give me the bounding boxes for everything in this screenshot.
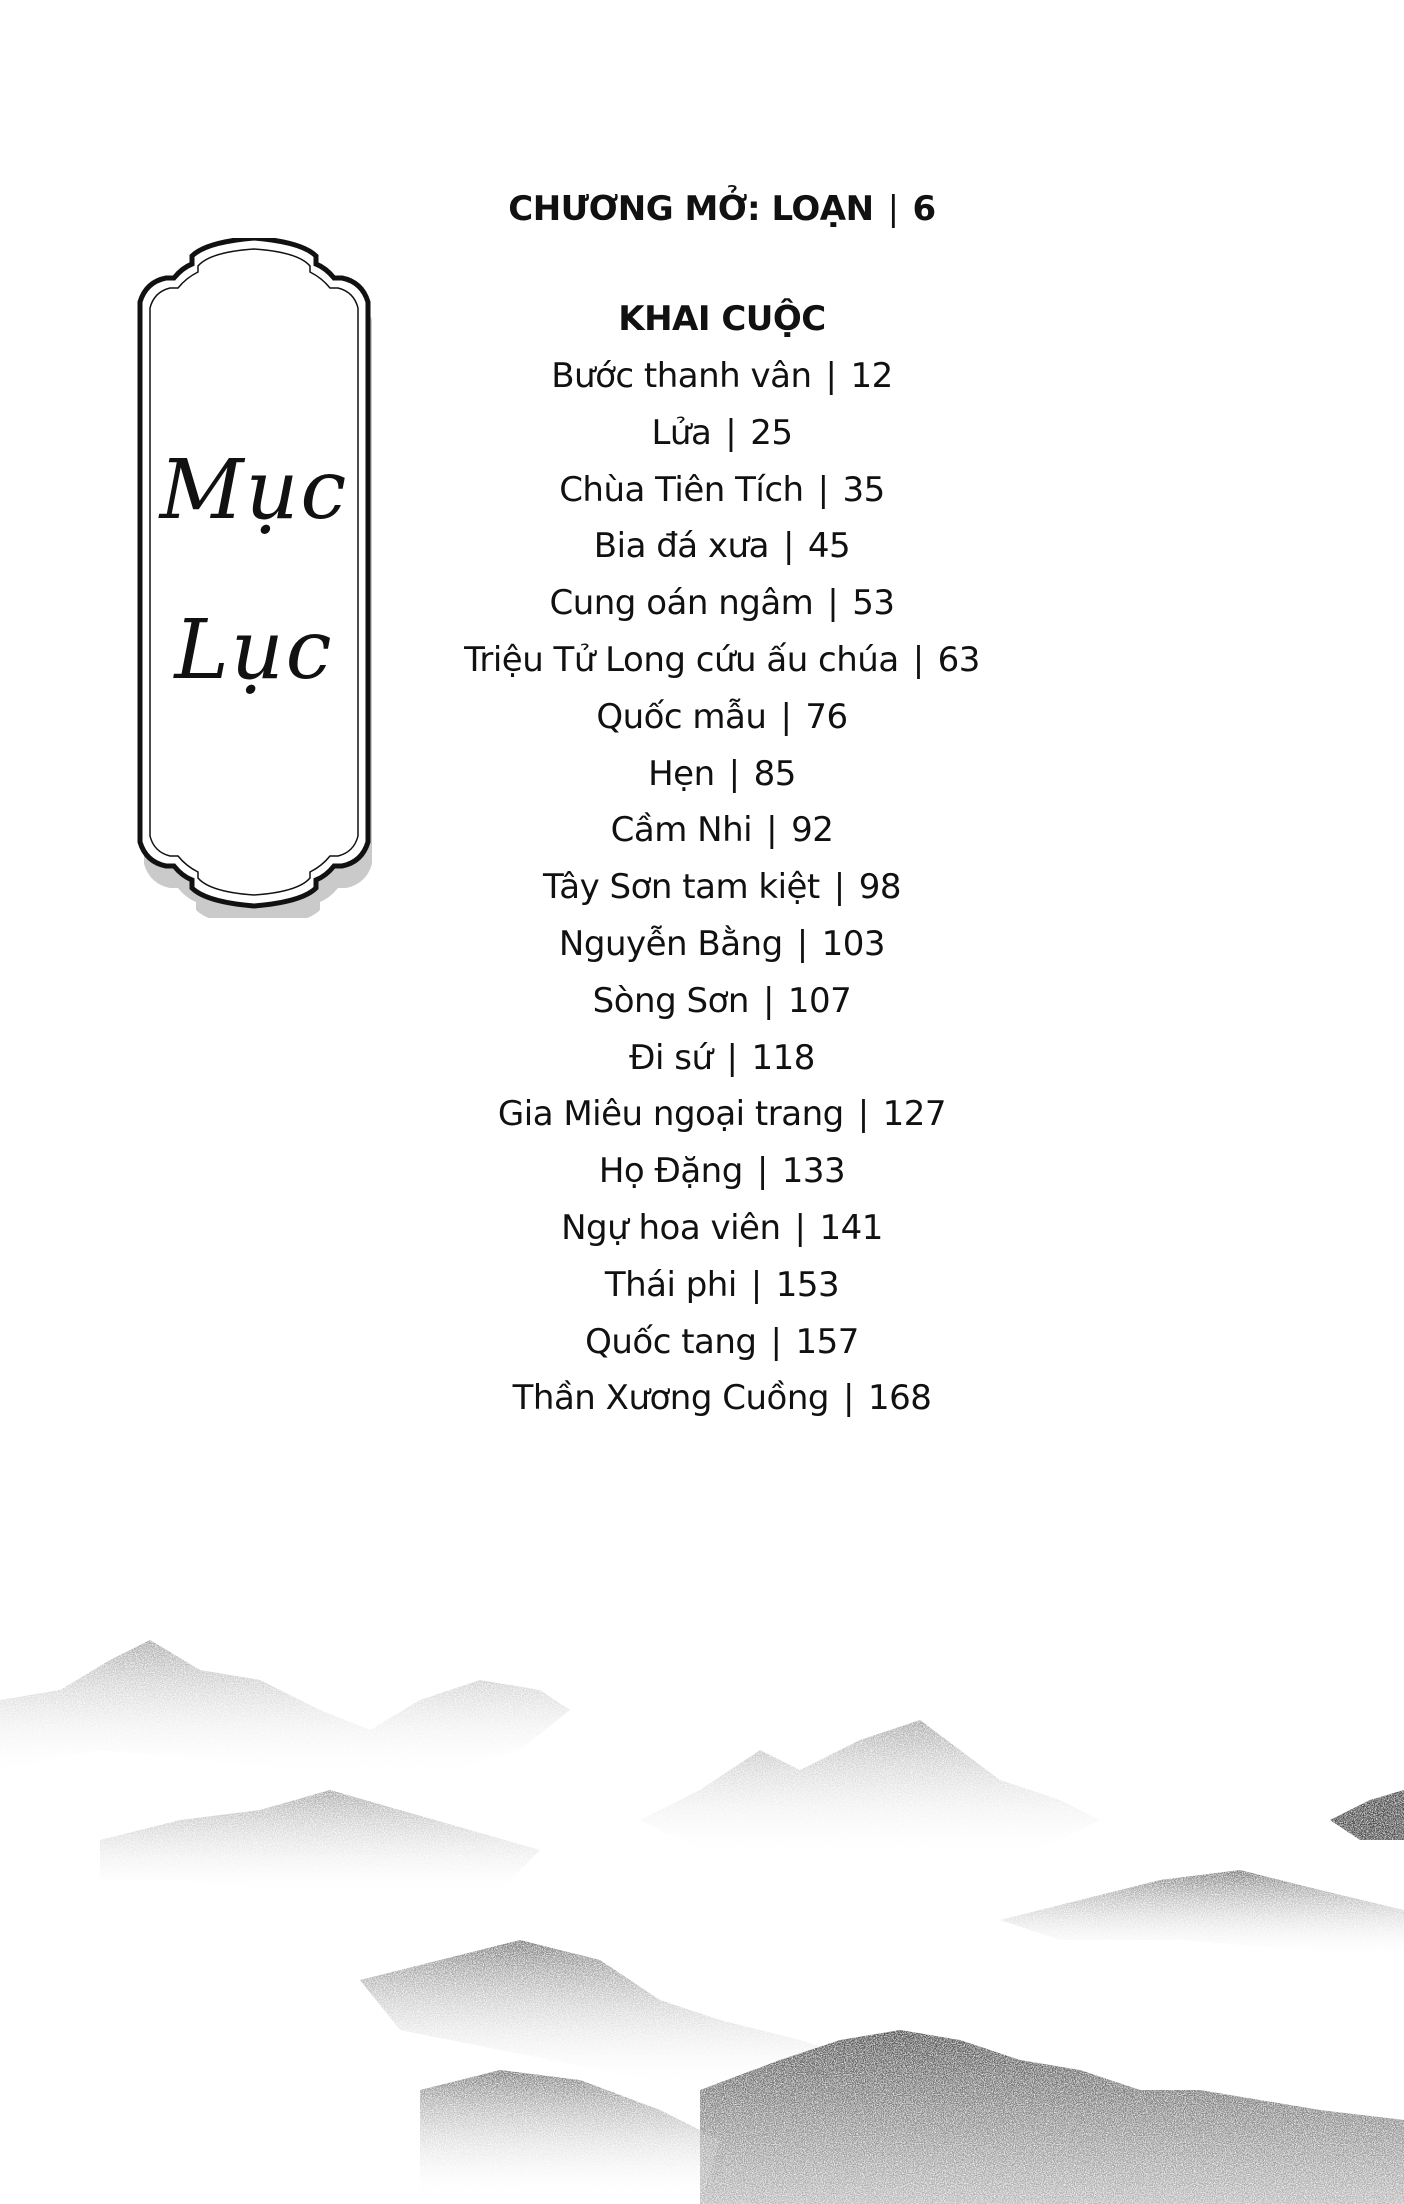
chapter-title: Bước thanh vân [551,356,812,396]
chapter-entry[interactable] [420,802,1024,859]
chapter-page: 63 [937,639,980,680]
chapter-entry[interactable] [420,1143,1024,1200]
chapter-page: 157 [795,1321,859,1362]
chapter-entry[interactable] [420,1030,1024,1087]
chapter-entry[interactable] [420,462,1024,519]
separator: | [750,1264,762,1305]
ornamental-frame-icon [128,238,380,918]
chapter-page: 53 [852,583,895,624]
chapter-entry[interactable] [420,1086,1024,1143]
chapter-page: 153 [775,1264,840,1305]
chapter-title: Thần Xương Cuồng [512,1378,829,1419]
separator: | [796,923,808,964]
chapter-title: Nguyễn Bằng [558,923,783,964]
separator: | [827,583,839,624]
chapter-page: 141 [819,1207,883,1248]
chapter-entry[interactable] [420,348,1024,405]
chapter-page: 92 [791,810,834,851]
mountain-illustration [0,1620,1404,2204]
chapter-page: 12 [850,356,893,396]
chapter-title: Cầm Nhi [610,810,753,851]
chapter-page: 103 [821,923,886,964]
chapter-title: Ngự hoa viên [561,1207,781,1248]
chapter-title: Quốc mẫu [596,696,767,737]
chapter-title: Sòng Sơn [592,980,749,1021]
chapter-entry[interactable] [420,973,1024,1030]
chapter-title: Đi sứ [629,1037,713,1078]
chapter-page: 25 [750,412,793,453]
chapter-title: Quốc tang [585,1321,757,1362]
separator: | [782,526,794,567]
separator: | [728,753,740,794]
separator: | [833,867,845,908]
separator: | [780,696,792,737]
separator: | [766,810,778,851]
separator: | [912,639,924,680]
chapter-entry[interactable] [420,632,1024,689]
opening-chapter-title: CHƯƠNG MỞ: LOẠN [508,189,874,229]
chapter-title: Thái phi [604,1264,737,1305]
separator: | [825,356,837,396]
chapter-page: 118 [751,1037,815,1078]
separator: | [756,1151,768,1192]
chapter-title: Cung oán ngâm [549,583,814,624]
separator: | [842,1378,854,1419]
chapter-title: Tây Sơn tam kiệt [542,867,820,908]
chapter-entry[interactable] [420,405,1024,462]
chapter-title: Hẹn [648,753,715,794]
separator: | [817,469,829,510]
chapter-page: 168 [867,1378,932,1419]
chapter-title: Gia Miêu ngoại trang [497,1094,844,1135]
chapter-entry[interactable] [420,916,1024,973]
chapter-page: 133 [781,1151,846,1192]
chapter-entry[interactable] [420,575,1024,632]
separator: | [770,1321,782,1362]
chapter-entry[interactable] [420,1257,1024,1314]
frame-title-line-1: Mục [159,443,349,538]
chapter-entry[interactable] [420,1370,1024,1427]
chapter-page: 85 [753,753,796,794]
opening-chapter-page: 6 [912,189,936,229]
separator: | [887,189,899,229]
chapter-list [420,348,1024,1427]
chapter-title: Chùa Tiên Tích [559,469,804,510]
chapter-title: Lửa [651,412,712,453]
title-frame [128,238,380,918]
chapter-entry[interactable] [420,1200,1024,1257]
chapter-page: 76 [805,696,848,737]
chapter-entry[interactable] [420,518,1024,575]
chapter-page: 45 [807,526,851,567]
chapter-page: 107 [787,980,852,1021]
opening-chapter[interactable] [420,180,1024,238]
chapter-entry[interactable] [420,746,1024,803]
chapter-title: Họ Đặng [598,1151,743,1192]
chapter-entry[interactable] [420,1314,1024,1371]
chapter-page: 127 [882,1094,947,1135]
separator: | [725,412,737,453]
part-title: KHAI CUỘC [618,299,826,339]
mountain-landscape-icon [0,1620,1404,2204]
chapter-title: Triệu Tử Long cứu ấu chúa [464,639,899,680]
frame-title-line-2: Lục [174,603,334,698]
chapter-entry[interactable] [420,859,1024,916]
chapter-page: 35 [842,469,885,510]
separator: | [762,980,774,1021]
separator: | [857,1094,869,1135]
table-of-contents [420,180,1024,1427]
separator: | [794,1207,806,1248]
chapter-title: Bia đá xưa [593,526,769,567]
chapter-page: 98 [858,867,902,908]
separator: | [726,1037,738,1078]
chapter-entry[interactable] [420,689,1024,746]
